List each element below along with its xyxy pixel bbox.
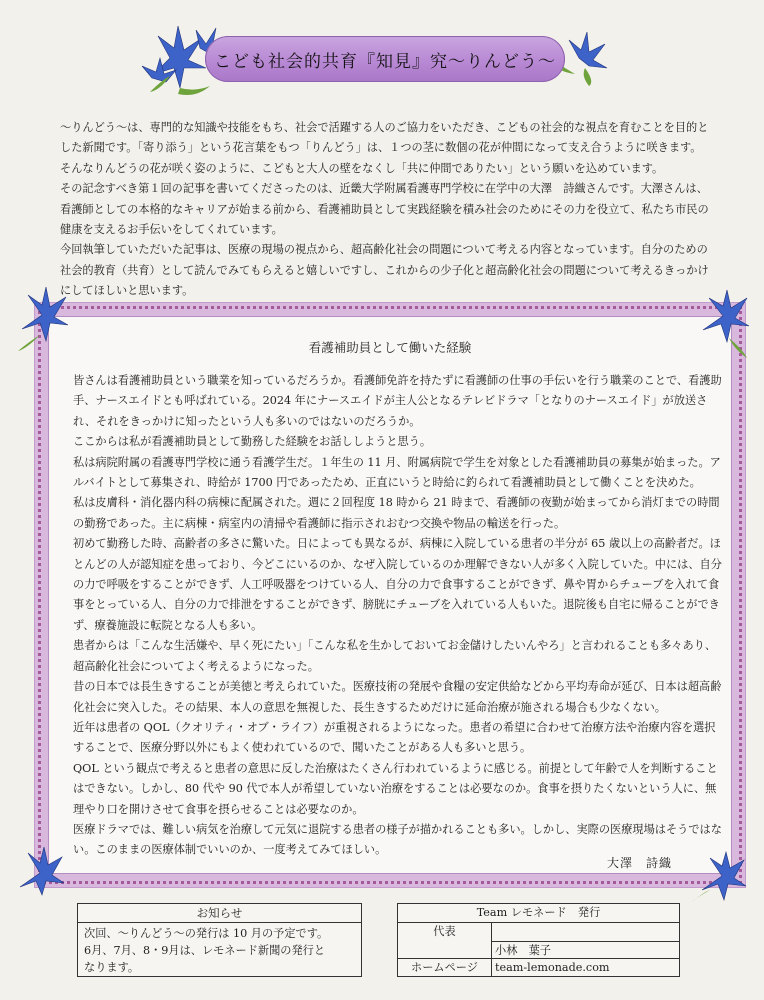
intro-paragraph: 〜りんどう〜は、専門的な知識や技能をもち、社会で活躍する人のご協力をいただき、こどもの社会的な視点を育むことを目的とした新聞です。「寄り添う」という花言葉をもつ「りんどう」は、１つの茎に数個の花が仲間になって支え合うように咲きます。そんなりんどうの花が咲く姿のように、こどもと大人の壁をなくし「共に仲間でありたい」という願いを込めています。 bbox=[60, 121, 709, 175]
article-paragraph: 昔の日本では長生きすることが美徳と考えられていた。医療技術の発展や食糧の安定供給などから平均寿命が延び、日本は超高齢化社会に突入した。その結果、本人の意思を無視した、長生きするためだけに延命治療が施される場合も少なくない。 bbox=[73, 680, 722, 714]
gentian-flower-icon bbox=[12, 285, 72, 355]
header-banner bbox=[205, 36, 565, 82]
notice-box bbox=[77, 903, 362, 977]
publisher-box bbox=[397, 903, 680, 977]
representative-label: 代表 bbox=[433, 925, 456, 938]
article-paragraph: QOL という観点で考えると患者の意思に反した治療はたくさん行われているように感じる。前提として年齢で人を判断することはできない。しかし、80 代や 90 代で本人が希望していない治療をすることは必要なのか。食事を摂りたくないという人に、無理やり口を開けさせて食事を摂らせることは必要なのか。 bbox=[73, 761, 718, 816]
homepage-link[interactable]: team-lemonade.com bbox=[495, 961, 610, 974]
gentian-flower-icon bbox=[695, 288, 755, 360]
intro-section bbox=[60, 118, 710, 302]
representative-label-row bbox=[398, 923, 679, 941]
gentian-flower-icon bbox=[690, 850, 750, 905]
article-paragraph: 患者からは「こんな生活嫌や、早く死にたい」「こんな私を生かしておいてお金儲けしたいんやろ」と言われることも多々あり、超高齢化社会についてよく考えるようになった。 bbox=[73, 639, 717, 673]
notice-line: 次回、〜りんどう〜の発行は 10 月の予定です。 bbox=[84, 927, 329, 940]
notice-line: 6月、7月、8・9月は、レモネード新聞の発行と bbox=[84, 944, 326, 957]
representative-row bbox=[398, 941, 679, 959]
homepage-row bbox=[398, 959, 679, 977]
article-body bbox=[73, 371, 725, 861]
article-paragraph: ここからは私が看護補助員として勤務した経験をお話ししようと思う。 bbox=[73, 435, 432, 449]
intro-paragraph: 今回執筆していただいた記事は、医療の現場の視点から、超高齢化社会の問題について考える内容となっています。自分のための社会的教育（共育）として読んでみてもらえると嬉しいですし、これからの少子化と超高齢化社会の問題について考えるきっかけにしてほしいと思います。 bbox=[60, 243, 709, 298]
intro-paragraph: その記念すべき第１回の記事を書いてくださったのは、近畿大学附属看護専門学校に在学中の大澤 詩織さんです。大澤さんは、看護師としての本格的なキャリアが始まる前から、看護補助員として実践経験を積み社会のためにその力を役立て、私たち市民の健康を支えるお手伝いをしてくれています。 bbox=[60, 182, 709, 237]
article-paragraph: 初めて勤務した時、高齢者の多さに驚いた。日によっても異なるが、病棟に入院している患者の半分が 65 歳以上の高齢者だ。ほとんどの人が認知症を患っており、今どこにいるのか、なぜ入院しているのか理解できない人が多く入院していた。中には、自分の力で呼吸をすることができず、人工呼吸器をつけている人、自分の力で食事することができず、鼻や胃からチューブを入れて食事をとっている人、自分の力で排泄をすることができず、膀胱にチューブを入れている人もいた。退院後も自宅に帰ることができず、療養施設に転院となる人も多い。 bbox=[73, 537, 722, 632]
article-title: 看護補助員として働いた経験 bbox=[308, 340, 472, 355]
article-paragraph: 私は病院附属の看護専門学校に通う看護学生だ。１年生の 11 月、附属病院で学生を対象とした看護補助員の募集が始まった。アルバイトとして募集され、時給が 1700 円であったため、正直にいうと時給に釣られて看護補助員として働くことを決めた。 bbox=[73, 455, 721, 490]
article-paragraph: 医療ドラマでは、難しい病気を治療して元気に退院する患者の様子が描かれることも多い。しかし、実際の医療現場はそうではない。このままの医療体制でいいのか、一度考えてみてほしい。 bbox=[73, 822, 722, 857]
homepage-label: ホームページ bbox=[411, 961, 478, 974]
page-title: こども社会的共育『知見』究〜りんどう〜 bbox=[214, 51, 556, 72]
notice-title: お知らせ bbox=[78, 904, 361, 923]
publisher-title: Team レモネード 発行 bbox=[398, 904, 679, 923]
article-paragraph: 皆さんは看護補助員という職業を知っているだろうか。看護師免許を持たずに看護師の仕事の手伝いを行う職業のことで、看護助手、ナースエイドとも呼ばれている。2024 年にナースエイドが主人公となるテレビドラマ「となりのナースエイド」が放送され、それをきっかけに知ったという人も多いのではないのだろうか。 bbox=[73, 374, 722, 428]
article-frame bbox=[35, 303, 745, 887]
gentian-flower-icon bbox=[10, 845, 70, 900]
article-author: 大澤 詩織 bbox=[606, 856, 672, 870]
article-paragraph: 近年は患者の QOL（クオリティ・オブ・ライフ）が重視されるようになった。患者の希望に合わせて治療方法や治療内容を選択することで、医療分野以外にもよく使われているので、聞いたことがある人も多いと思う。 bbox=[73, 720, 716, 755]
notice-text bbox=[78, 923, 361, 976]
article-paragraph: 私は皮膚科・消化器内科の病棟に配属された。週に２回程度 18 時から 21 時まで、看護師の夜勤が始まってから消灯までの時間の勤務であった。主に病棟・病室内の清掃や看護師に指示されおむつ交換や物品の輸送を行った。 bbox=[73, 496, 720, 530]
notice-line: なります。 bbox=[84, 961, 140, 974]
representative-name: 小林 葉子 bbox=[491, 941, 679, 958]
